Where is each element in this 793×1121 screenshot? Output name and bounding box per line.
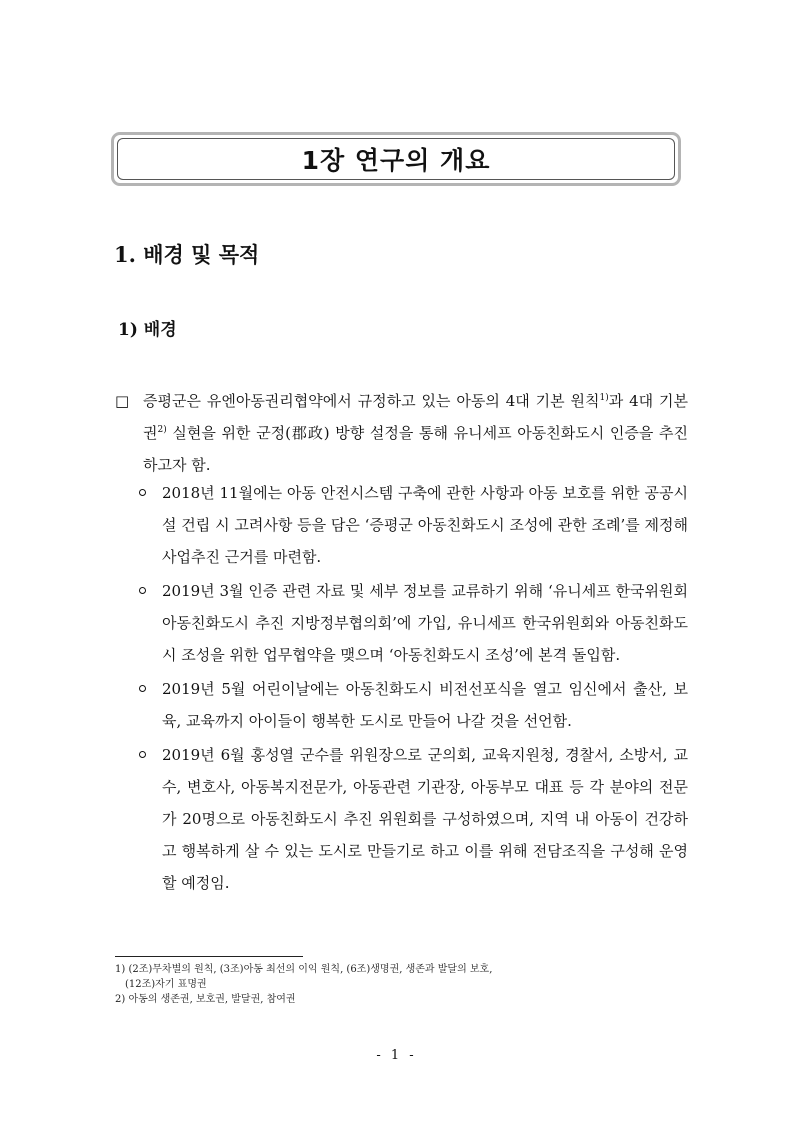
footnote-2: 2) 아동의 생존권, 보호권, 발달권, 참여권 [115, 994, 296, 1005]
section-heading: 1. 배경 및 목적 [114, 242, 260, 267]
main-bullet [115, 385, 688, 481]
sub-bullet-text: 2019년 3월 인증 관련 자료 및 세부 정보를 교류하기 위해 ‘유니세프 한국위원회 아동친화도시 추진 지방정부협의회’에 가입, 유니세프 한국위원회와 아동친화도시 조성을 위한 업무협약을 맺으며 ‘아동친화도시 조성’에 본격 돌입함. [162, 582, 688, 664]
footnote-ref-2[interactable]: 2) [157, 425, 167, 435]
footnote-1-line-2: (12조)자기 표명권 [125, 979, 207, 990]
chapter-title-box [111, 132, 681, 186]
main-bullet-text-b: 과 4대 기본권 [143, 392, 688, 442]
sub-bullet-text: 2019년 5월 어린이날에는 아동친화도시 비전선포식을 열고 임신에서 출산, 보육, 교육까지 아이들이 행복한 도시로 만들어 나갈 것을 선언함. [162, 680, 688, 730]
sub-bullet-text: 2018년 11월에는 아동 안전시스템 구축에 관한 사항과 아동 보호를 위한 공공시설 건립 시 고려사항 등을 담은 ‘증평군 아동친화도시 조성에 관한 조례’를 제정해 사업추진 근거를 마련함. [162, 484, 688, 566]
footnote-separator [115, 956, 303, 957]
page-number: - 1 - [376, 1048, 417, 1063]
circle-bullet-icon [139, 751, 146, 758]
sub-bullet-item [139, 477, 688, 573]
sub-bullet-item [139, 739, 688, 899]
footnote-ref-1[interactable]: 1) [599, 393, 609, 403]
circle-bullet-icon [139, 489, 146, 496]
circle-bullet-icon [139, 685, 146, 692]
sub-bullet-item [139, 673, 688, 737]
square-bullet-icon: □ [115, 392, 130, 410]
sub-bullet-list [139, 477, 688, 901]
chapter-title: 1장 연구의 개요 [301, 146, 491, 175]
subsection-heading: 1) 배경 [118, 320, 177, 340]
main-bullet-text [115, 385, 688, 481]
main-bullet-text-a: 증평군은 유엔아동권리협약에서 규정하고 있는 아동의 4대 기본 원칙 [143, 392, 600, 410]
footnote-1-line-1: 1) (2조)무차별의 원칙, (3조)아동 최선의 이익 원칙, (6조)생명권, 생존과 발달의 보호, [115, 964, 493, 975]
sub-bullet-item [139, 575, 688, 671]
footnotes [115, 962, 688, 1007]
main-bullet-text-c: 실현을 위한 군정(郡政) 방향 설정을 통해 유니세프 아동친화도시 인증을 추진하고자 함. [143, 424, 688, 474]
sub-bullet-text: 2019년 6월 홍성열 군수를 위원장으로 군의회, 교육지원청, 경찰서, 소방서, 교수, 변호사, 아동복지전문가, 아동관련 기관장, 아동부모 대표 등 각 분야의 전문가 20명으로 아동친화도시 추진 위원회를 구성하였으며, 지역 내 아동이 건강하고 행복하게 살 수 있는 도시로 만들기로 하고 이를 위해 전담조직을 구성해 운영할 예정임. [162, 746, 688, 892]
circle-bullet-icon [139, 587, 146, 594]
